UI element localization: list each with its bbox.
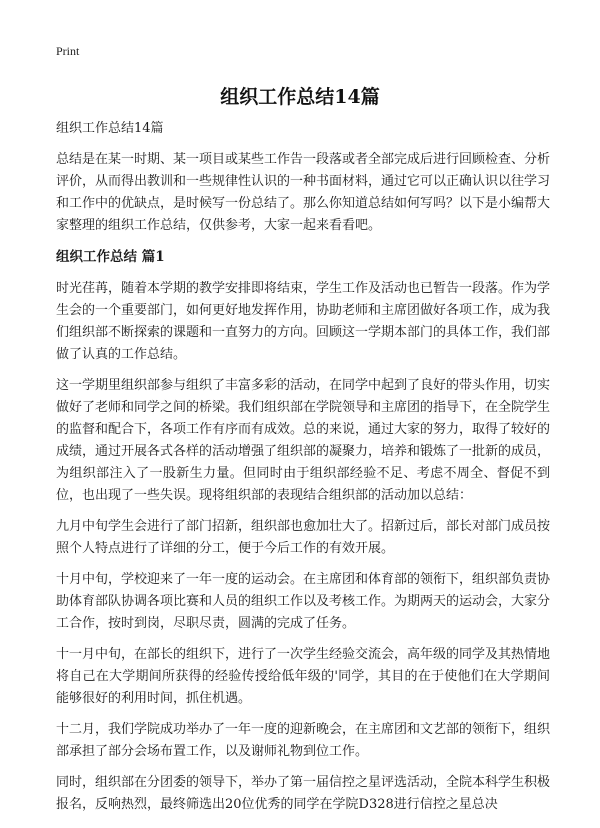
document-subtitle: 组织工作总结14篇: [56, 121, 164, 136]
intro-paragraph: 总结是在某一时期、某一项目或某些工作告一段落或者全部完成后进行回顾检查、分析评价，从而得出教训和一些规律性认识的一种书面材料，通过它可以正确认识以往学习和工作中的优缺点，是时候写一份总结了。那么你知道总结如何写吗？以下是小编帮大家整理的组织工作总结，仅供参考，大家一起来看看吧。: [56, 152, 551, 233]
paragraph-6: 十二月，我们学院成功举办了一年一度的迎新晚会，在主席团和文艺部的领衔下，组织部承担了部分会场布置工作，以及谢师礼物到位工作。: [56, 722, 551, 759]
paragraph-4: 十月中旬，学校迎来了一年一度的运动会。在主席团和体育部的领衔下，组织部负责协助体育部队协调各项比赛和人员的组织工作以及考核工作。为期两天的运动会，大家分工合作，按时到岗，尽职尽责，圆满的完成了任务。: [56, 572, 551, 631]
document-body: [56, 118, 550, 825]
section-heading: 组织工作总结 篇1: [56, 249, 165, 265]
paragraph-5: 十一月中旬，在部长的组织下，进行了一次学生经验交流会，高年级的同学及其热情地将自己在大学期间所获得的经验传授给低年级的'同学，其目的在于使他们在大学期间能够很好的利用时间，抓住机遇。: [56, 647, 551, 706]
print-label[interactable]: Print: [56, 44, 80, 58]
paragraph-1: 时光荏苒，随着本学期的教学安排即将结束，学生工作及活动也已暂告一段落。作为学生会的一个重要部门，如何更好地发挥作用，协助老师和主席团做好各项工作，成为我们组织部不断探索的课题和一直努力的方向。回顾这一学期本部门的具体工作，我们部做了认真的工作总结。: [56, 281, 551, 362]
paragraph-7: 同时，组织部在分团委的领导下，举办了第一届信控之星评选活动，全院本科学生积极报名，反响热烈，最终筛选出20位优秀的同学在学院D328进行信控之星总决: [56, 775, 551, 812]
paragraph-2: 这一学期里组织部参与组织了丰富多彩的活动，在同学中起到了良好的带头作用，切实做好了老师和同学之间的桥梁。我们组织部在学院领导和主席团的指导下，在全院学生的监督和配合下，各项工作有序而有成效。总的来说，通过大家的努力，取得了较好的成绩，通过开展各式各样的活动增强了组织部的凝聚力，培养和锻炼了一批新的成员，为组织部注入了一股新生力量。但同时由于组织部经验不足、考虑不周全、督促不到位，也出现了一些失误。现将组织部的表现结合组织部的活动加以总结：: [56, 378, 551, 503]
paragraph-3: 九月中旬学生会进行了部门招新，组织部也愈加壮大了。招新过后，部长对部门成员按照个人特点进行了详细的分工，便于今后工作的有效开展。: [56, 519, 551, 556]
document-title: 组织工作总结14篇: [220, 86, 380, 108]
